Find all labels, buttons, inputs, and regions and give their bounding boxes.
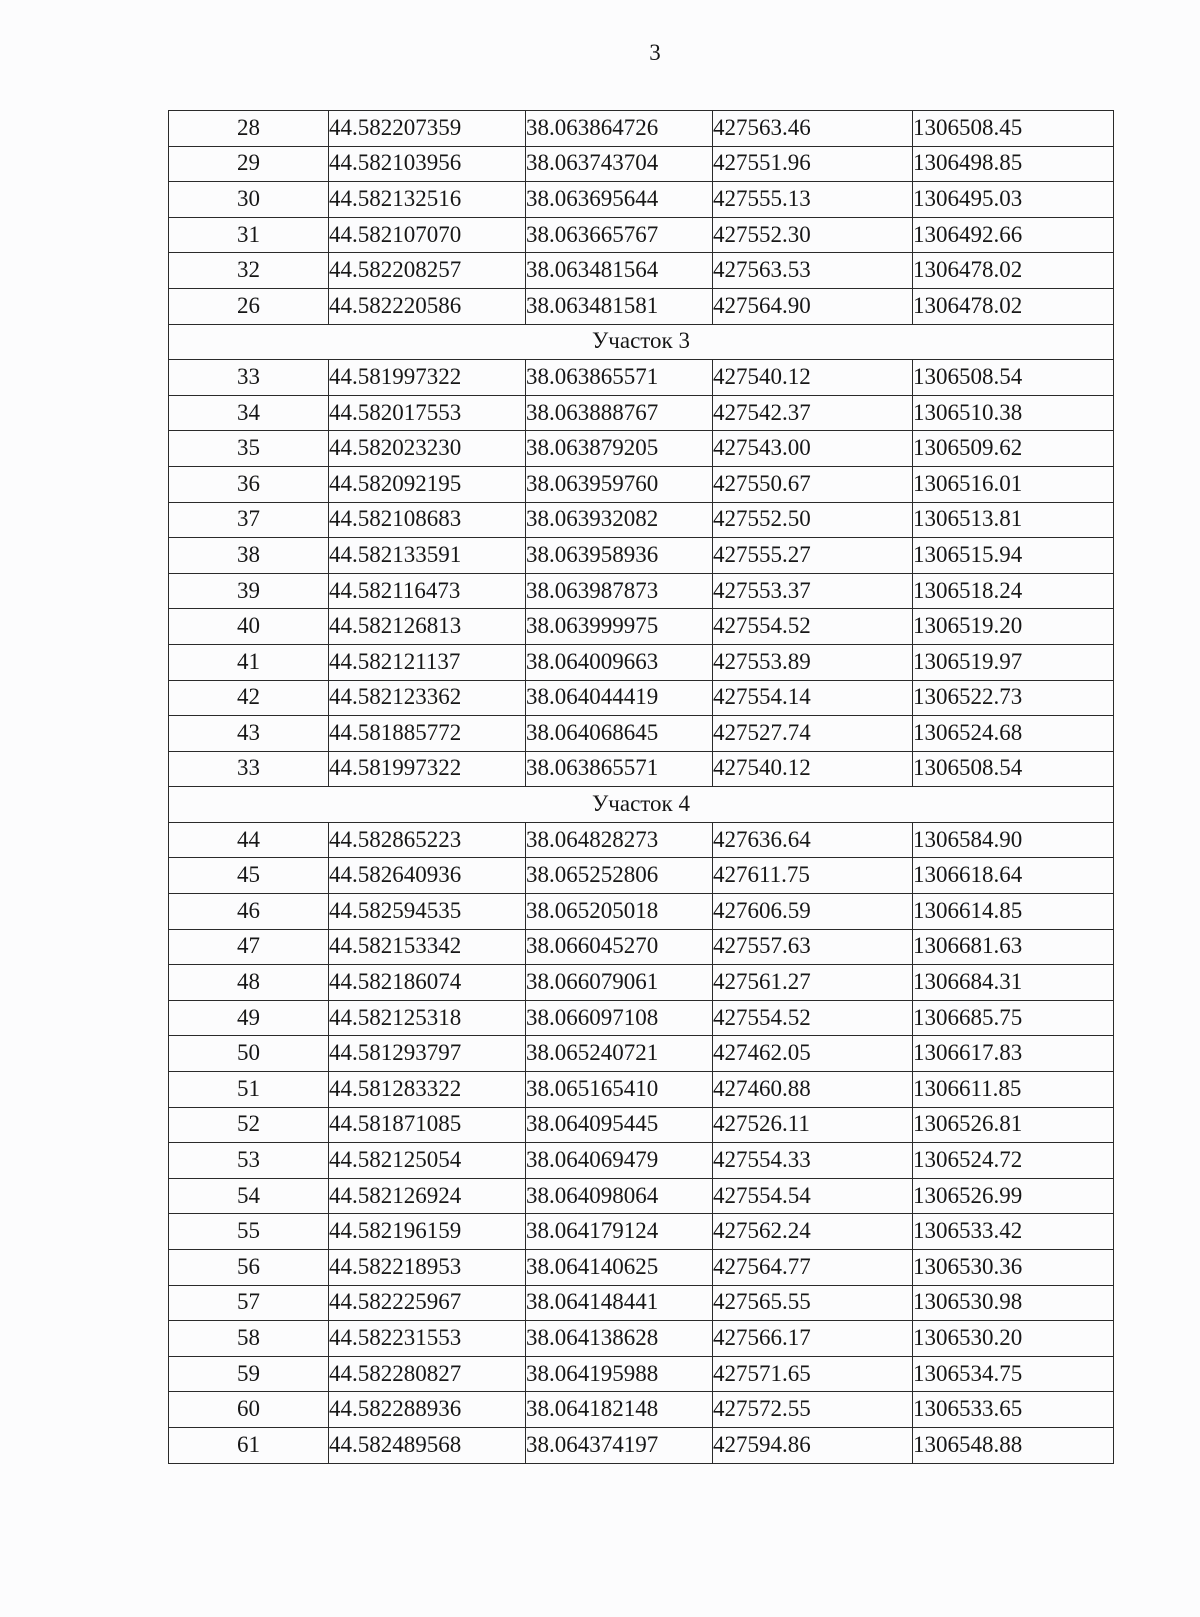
- longitude-cell: 38.064148441: [526, 1285, 713, 1321]
- latitude-cell: 44.582017553: [329, 395, 526, 431]
- latitude-cell: 44.582116473: [329, 573, 526, 609]
- longitude-cell: 38.064374197: [526, 1427, 713, 1463]
- x-coordinate-cell: 427554.14: [713, 680, 913, 716]
- table-row: [169, 894, 1114, 930]
- longitude-cell: 38.066079061: [526, 965, 713, 1001]
- x-coordinate-cell: 427550.67: [713, 466, 913, 502]
- point-number-cell: 60: [169, 1392, 329, 1428]
- point-number-cell: 29: [169, 146, 329, 182]
- table-row: [169, 1036, 1114, 1072]
- point-number-cell: 35: [169, 431, 329, 467]
- longitude-cell: 38.063959760: [526, 466, 713, 502]
- point-number-cell: 44: [169, 822, 329, 858]
- y-coordinate-cell: 1306513.81: [913, 502, 1114, 538]
- y-coordinate-cell: 1306534.75: [913, 1356, 1114, 1392]
- table-row: [169, 573, 1114, 609]
- x-coordinate-cell: 427636.64: [713, 822, 913, 858]
- table-row: [169, 1250, 1114, 1286]
- point-number-cell: 39: [169, 573, 329, 609]
- y-coordinate-cell: 1306685.75: [913, 1000, 1114, 1036]
- point-number-cell: 31: [169, 217, 329, 253]
- latitude-cell: 44.582126924: [329, 1178, 526, 1214]
- section-label: Участок 4: [169, 787, 1114, 823]
- x-coordinate-cell: 427551.96: [713, 146, 913, 182]
- point-number-cell: 50: [169, 1036, 329, 1072]
- latitude-cell: 44.582220586: [329, 288, 526, 324]
- x-coordinate-cell: 427565.55: [713, 1285, 913, 1321]
- longitude-cell: 38.065252806: [526, 858, 713, 894]
- latitude-cell: 44.582108683: [329, 502, 526, 538]
- x-coordinate-cell: 427552.50: [713, 502, 913, 538]
- point-number-cell: 33: [169, 751, 329, 787]
- x-coordinate-cell: 427553.89: [713, 644, 913, 680]
- point-number-cell: 32: [169, 253, 329, 289]
- longitude-cell: 38.066097108: [526, 1000, 713, 1036]
- longitude-cell: 38.064828273: [526, 822, 713, 858]
- x-coordinate-cell: 427554.52: [713, 1000, 913, 1036]
- table-row: [169, 111, 1114, 147]
- y-coordinate-cell: 1306548.88: [913, 1427, 1114, 1463]
- latitude-cell: 44.582107070: [329, 217, 526, 253]
- x-coordinate-cell: 427572.55: [713, 1392, 913, 1428]
- point-number-cell: 52: [169, 1107, 329, 1143]
- x-coordinate-cell: 427540.12: [713, 751, 913, 787]
- longitude-cell: 38.063987873: [526, 573, 713, 609]
- longitude-cell: 38.064182148: [526, 1392, 713, 1428]
- y-coordinate-cell: 1306498.85: [913, 146, 1114, 182]
- point-number-cell: 56: [169, 1250, 329, 1286]
- point-number-cell: 55: [169, 1214, 329, 1250]
- longitude-cell: 38.065240721: [526, 1036, 713, 1072]
- latitude-cell: 44.582133591: [329, 538, 526, 574]
- longitude-cell: 38.063879205: [526, 431, 713, 467]
- x-coordinate-cell: 427557.63: [713, 929, 913, 965]
- point-number-cell: 51: [169, 1072, 329, 1108]
- longitude-cell: 38.064068645: [526, 716, 713, 752]
- table-row: [169, 822, 1114, 858]
- y-coordinate-cell: 1306516.01: [913, 466, 1114, 502]
- y-coordinate-cell: 1306526.81: [913, 1107, 1114, 1143]
- x-coordinate-cell: 427543.00: [713, 431, 913, 467]
- latitude-cell: 44.582103956: [329, 146, 526, 182]
- y-coordinate-cell: 1306522.73: [913, 680, 1114, 716]
- point-number-cell: 40: [169, 609, 329, 645]
- table-row: [169, 1285, 1114, 1321]
- y-coordinate-cell: 1306510.38: [913, 395, 1114, 431]
- longitude-cell: 38.064138628: [526, 1321, 713, 1357]
- x-coordinate-cell: 427555.27: [713, 538, 913, 574]
- longitude-cell: 38.063865571: [526, 360, 713, 396]
- table-row: [169, 288, 1114, 324]
- latitude-cell: 44.581871085: [329, 1107, 526, 1143]
- longitude-cell: 38.064044419: [526, 680, 713, 716]
- table-row: [169, 395, 1114, 431]
- table-row: [169, 1427, 1114, 1463]
- y-coordinate-cell: 1306681.63: [913, 929, 1114, 965]
- longitude-cell: 38.064179124: [526, 1214, 713, 1250]
- point-number-cell: 28: [169, 111, 329, 147]
- latitude-cell: 44.581283322: [329, 1072, 526, 1108]
- latitude-cell: 44.582640936: [329, 858, 526, 894]
- point-number-cell: 34: [169, 395, 329, 431]
- table-row: [169, 644, 1114, 680]
- y-coordinate-cell: 1306492.66: [913, 217, 1114, 253]
- latitude-cell: 44.582125318: [329, 1000, 526, 1036]
- latitude-cell: 44.582280827: [329, 1356, 526, 1392]
- y-coordinate-cell: 1306508.54: [913, 360, 1114, 396]
- longitude-cell: 38.064140625: [526, 1250, 713, 1286]
- section-header-row: [169, 324, 1114, 360]
- x-coordinate-cell: 427561.27: [713, 965, 913, 1001]
- point-number-cell: 46: [169, 894, 329, 930]
- table-row: [169, 1214, 1114, 1250]
- point-number-cell: 37: [169, 502, 329, 538]
- page-number: 3: [649, 40, 661, 65]
- longitude-cell: 38.063743704: [526, 146, 713, 182]
- latitude-cell: 44.582231553: [329, 1321, 526, 1357]
- point-number-cell: 53: [169, 1143, 329, 1179]
- latitude-cell: 44.582125054: [329, 1143, 526, 1179]
- latitude-cell: 44.582288936: [329, 1392, 526, 1428]
- y-coordinate-cell: 1306533.65: [913, 1392, 1114, 1428]
- point-number-cell: 36: [169, 466, 329, 502]
- longitude-cell: 38.065205018: [526, 894, 713, 930]
- y-coordinate-cell: 1306530.36: [913, 1250, 1114, 1286]
- point-number-cell: 42: [169, 680, 329, 716]
- y-coordinate-cell: 1306530.20: [913, 1321, 1114, 1357]
- latitude-cell: 44.582489568: [329, 1427, 526, 1463]
- longitude-cell: 38.063958936: [526, 538, 713, 574]
- x-coordinate-cell: 427563.53: [713, 253, 913, 289]
- latitude-cell: 44.582153342: [329, 929, 526, 965]
- x-coordinate-cell: 427462.05: [713, 1036, 913, 1072]
- x-coordinate-cell: 427571.65: [713, 1356, 913, 1392]
- y-coordinate-cell: 1306519.20: [913, 609, 1114, 645]
- latitude-cell: 44.581293797: [329, 1036, 526, 1072]
- y-coordinate-cell: 1306478.02: [913, 253, 1114, 289]
- point-number-cell: 61: [169, 1427, 329, 1463]
- longitude-cell: 38.063999975: [526, 609, 713, 645]
- section-header-row: [169, 787, 1114, 823]
- longitude-cell: 38.064009663: [526, 644, 713, 680]
- latitude-cell: 44.582208257: [329, 253, 526, 289]
- table-row: [169, 253, 1114, 289]
- latitude-cell: 44.582225967: [329, 1285, 526, 1321]
- y-coordinate-cell: 1306611.85: [913, 1072, 1114, 1108]
- x-coordinate-cell: 427554.33: [713, 1143, 913, 1179]
- point-number-cell: 38: [169, 538, 329, 574]
- table-row: [169, 466, 1114, 502]
- y-coordinate-cell: 1306509.62: [913, 431, 1114, 467]
- x-coordinate-cell: 427594.86: [713, 1427, 913, 1463]
- longitude-cell: 38.063665767: [526, 217, 713, 253]
- section-label: Участок 3: [169, 324, 1114, 360]
- x-coordinate-cell: 427564.77: [713, 1250, 913, 1286]
- longitude-cell: 38.063888767: [526, 395, 713, 431]
- point-number-cell: 33: [169, 360, 329, 396]
- table-row: [169, 182, 1114, 218]
- latitude-cell: 44.581997322: [329, 360, 526, 396]
- point-number-cell: 41: [169, 644, 329, 680]
- y-coordinate-cell: 1306524.72: [913, 1143, 1114, 1179]
- point-number-cell: 26: [169, 288, 329, 324]
- y-coordinate-cell: 1306519.97: [913, 644, 1114, 680]
- latitude-cell: 44.582186074: [329, 965, 526, 1001]
- latitude-cell: 44.581997322: [329, 751, 526, 787]
- longitude-cell: 38.065165410: [526, 1072, 713, 1108]
- longitude-cell: 38.066045270: [526, 929, 713, 965]
- longitude-cell: 38.063481564: [526, 253, 713, 289]
- table-row: [169, 502, 1114, 538]
- y-coordinate-cell: 1306508.45: [913, 111, 1114, 147]
- table-row: [169, 431, 1114, 467]
- x-coordinate-cell: 427611.75: [713, 858, 913, 894]
- y-coordinate-cell: 1306617.83: [913, 1036, 1114, 1072]
- latitude-cell: 44.582207359: [329, 111, 526, 147]
- longitude-cell: 38.063864726: [526, 111, 713, 147]
- table-row: [169, 1321, 1114, 1357]
- latitude-cell: 44.581885772: [329, 716, 526, 752]
- latitude-cell: 44.582092195: [329, 466, 526, 502]
- point-number-cell: 59: [169, 1356, 329, 1392]
- latitude-cell: 44.582132516: [329, 182, 526, 218]
- x-coordinate-cell: 427552.30: [713, 217, 913, 253]
- longitude-cell: 38.064098064: [526, 1178, 713, 1214]
- table-row: [169, 858, 1114, 894]
- table-row: [169, 716, 1114, 752]
- y-coordinate-cell: 1306508.54: [913, 751, 1114, 787]
- x-coordinate-cell: 427606.59: [713, 894, 913, 930]
- latitude-cell: 44.582594535: [329, 894, 526, 930]
- longitude-cell: 38.063481581: [526, 288, 713, 324]
- table-row: [169, 680, 1114, 716]
- x-coordinate-cell: 427553.37: [713, 573, 913, 609]
- latitude-cell: 44.582218953: [329, 1250, 526, 1286]
- table-row: [169, 965, 1114, 1001]
- x-coordinate-cell: 427562.24: [713, 1214, 913, 1250]
- table-row: [169, 1178, 1114, 1214]
- table-row: [169, 1107, 1114, 1143]
- point-number-cell: 45: [169, 858, 329, 894]
- x-coordinate-cell: 427554.52: [713, 609, 913, 645]
- x-coordinate-cell: 427554.54: [713, 1178, 913, 1214]
- table-row: [169, 538, 1114, 574]
- latitude-cell: 44.582121137: [329, 644, 526, 680]
- table-row: [169, 929, 1114, 965]
- coordinates-table: [168, 110, 1114, 1464]
- x-coordinate-cell: 427460.88: [713, 1072, 913, 1108]
- table-row: [169, 1072, 1114, 1108]
- longitude-cell: 38.064095445: [526, 1107, 713, 1143]
- x-coordinate-cell: 427563.46: [713, 111, 913, 147]
- x-coordinate-cell: 427542.37: [713, 395, 913, 431]
- coordinates-table-body: [169, 111, 1114, 1464]
- point-number-cell: 30: [169, 182, 329, 218]
- y-coordinate-cell: 1306530.98: [913, 1285, 1114, 1321]
- table-row: [169, 1143, 1114, 1179]
- longitude-cell: 38.063932082: [526, 502, 713, 538]
- y-coordinate-cell: 1306533.42: [913, 1214, 1114, 1250]
- latitude-cell: 44.582865223: [329, 822, 526, 858]
- longitude-cell: 38.063695644: [526, 182, 713, 218]
- latitude-cell: 44.582126813: [329, 609, 526, 645]
- longitude-cell: 38.064069479: [526, 1143, 713, 1179]
- point-number-cell: 49: [169, 1000, 329, 1036]
- x-coordinate-cell: 427564.90: [713, 288, 913, 324]
- point-number-cell: 58: [169, 1321, 329, 1357]
- y-coordinate-cell: 1306478.02: [913, 288, 1114, 324]
- point-number-cell: 47: [169, 929, 329, 965]
- y-coordinate-cell: 1306614.85: [913, 894, 1114, 930]
- latitude-cell: 44.582196159: [329, 1214, 526, 1250]
- table-row: [169, 751, 1114, 787]
- y-coordinate-cell: 1306495.03: [913, 182, 1114, 218]
- table-row: [169, 609, 1114, 645]
- table-row: [169, 146, 1114, 182]
- y-coordinate-cell: 1306526.99: [913, 1178, 1114, 1214]
- x-coordinate-cell: 427566.17: [713, 1321, 913, 1357]
- point-number-cell: 54: [169, 1178, 329, 1214]
- y-coordinate-cell: 1306515.94: [913, 538, 1114, 574]
- table-row: [169, 360, 1114, 396]
- x-coordinate-cell: 427527.74: [713, 716, 913, 752]
- y-coordinate-cell: 1306618.64: [913, 858, 1114, 894]
- table-row: [169, 1392, 1114, 1428]
- longitude-cell: 38.063865571: [526, 751, 713, 787]
- x-coordinate-cell: 427555.13: [713, 182, 913, 218]
- point-number-cell: 43: [169, 716, 329, 752]
- y-coordinate-cell: 1306584.90: [913, 822, 1114, 858]
- y-coordinate-cell: 1306684.31: [913, 965, 1114, 1001]
- table-row: [169, 217, 1114, 253]
- table-row: [169, 1000, 1114, 1036]
- x-coordinate-cell: 427540.12: [713, 360, 913, 396]
- y-coordinate-cell: 1306518.24: [913, 573, 1114, 609]
- point-number-cell: 48: [169, 965, 329, 1001]
- point-number-cell: 57: [169, 1285, 329, 1321]
- x-coordinate-cell: 427526.11: [713, 1107, 913, 1143]
- longitude-cell: 38.064195988: [526, 1356, 713, 1392]
- table-row: [169, 1356, 1114, 1392]
- latitude-cell: 44.582123362: [329, 680, 526, 716]
- latitude-cell: 44.582023230: [329, 431, 526, 467]
- y-coordinate-cell: 1306524.68: [913, 716, 1114, 752]
